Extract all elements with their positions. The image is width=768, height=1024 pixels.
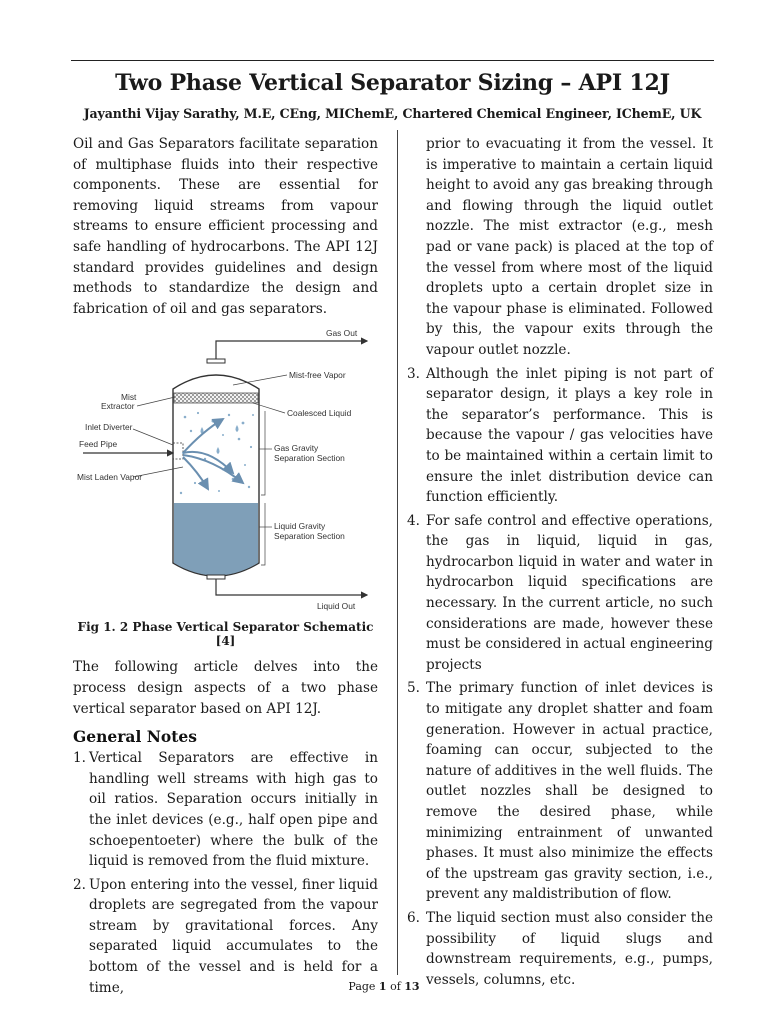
label-inlet-diverter: Inlet Diverter bbox=[85, 422, 133, 433]
label-feed-pipe: Feed Pipe bbox=[79, 439, 118, 450]
list-item bbox=[407, 364, 713, 508]
notes-list-right bbox=[407, 364, 713, 991]
mist-extractor bbox=[174, 393, 258, 403]
footer-prefix: Page bbox=[348, 980, 379, 993]
left-column bbox=[73, 134, 378, 1001]
footer-total-pages: 13 bbox=[404, 980, 420, 993]
label-extractor: Extractor bbox=[101, 401, 135, 412]
top-rule bbox=[71, 60, 714, 61]
list-text: The primary function of inlet devices is to mitigate any droplet shatter and foam generation. However in actual practice, foaming can occur, subjected to the nature of additives in the well fluids. The outlet nozzles shall be designed to remove the desired phase, while minimizing entrainment of unwanted phases. It must also minimize the effects of the upstream gas gravity section, i.e., prevent any maldistribution of flow. bbox=[426, 680, 713, 903]
continuation-paragraph: prior to evacuating it from the vessel. It is imperative to maintain a certain liquid height to avoid any gas breaking through and flowing through the liquid outlet nozzle. The mist extractor (e.g., mesh pad or vane pack) is placed at the top of the vessel from where most of the liquid droplets upto a certain droplet size in the vapour phase is eliminated. Followed by this, the vapour exits through the vapour outlet nozzle. bbox=[426, 136, 713, 358]
label-gas-gravity-2: Separation Section bbox=[274, 453, 345, 464]
notes-list-left bbox=[73, 748, 378, 998]
author-line: Jayanthi Vijay Sarathy, M.E, CEng, MIChemE, Chartered Chemical Engineer, IChemE, UK bbox=[83, 106, 702, 121]
gas-out-pipe bbox=[216, 341, 367, 363]
footer-current-page: 1 bbox=[378, 980, 387, 993]
list-number: 1. bbox=[73, 750, 86, 767]
separator-schematic bbox=[73, 327, 378, 615]
label-liquid-gravity-1: Liquid Gravity bbox=[274, 521, 326, 532]
liquid-out-pipe bbox=[216, 579, 367, 595]
list-number: 5. bbox=[407, 680, 420, 697]
page-footer bbox=[0, 980, 768, 993]
list-item bbox=[407, 908, 713, 990]
list-text: Although the inlet piping is not part of separator design, it plays a key role in the separator’s performance. This is because the vapour / gas velocities have to be maintained within a certain limit to ensure the inlet distribution device can function efficiently. bbox=[426, 365, 713, 506]
list-item bbox=[407, 678, 713, 905]
list-number: 6. bbox=[407, 909, 420, 926]
label-mist-laden-vapor: Mist Laden Vapor bbox=[77, 472, 143, 483]
list-text: Vertical Separators are effective in handling well streams with high gas to oil ratios. Separation occurs initially in the inlet devices (e.g., half open pipe and schoepentoeter) where the bulk of the liquid is removed from the fluid mixture. bbox=[89, 750, 378, 870]
footer-mid: of bbox=[386, 980, 405, 993]
intro-paragraph: Oil and Gas Separators facilitate separation of multiphase fluids into their respective components. These are essential for removing liquid streams from vapour streams to ensure efficient processing and safe handling of hydrocarbons. The API 12J standard provides guidelines and design methods to standardize the design and fabrication of oil and gas separators. bbox=[73, 136, 378, 317]
label-liquid-out: Liquid Out bbox=[317, 601, 356, 612]
label-gas-out: Gas Out bbox=[326, 328, 358, 339]
column-divider bbox=[397, 130, 398, 975]
page-title: Two Phase Vertical Separator Sizing – API 12J bbox=[115, 70, 670, 96]
list-item bbox=[407, 511, 713, 676]
list-number: 2. bbox=[73, 876, 86, 893]
list-item bbox=[73, 748, 378, 872]
liquid-level bbox=[174, 503, 258, 576]
separator-figure bbox=[73, 327, 378, 615]
label-mist-free-vapor: Mist-free Vapor bbox=[289, 370, 346, 381]
label-gas-gravity-1: Gas Gravity bbox=[274, 443, 319, 454]
right-column bbox=[407, 134, 713, 993]
figure-caption: Fig 1. 2 Phase Vertical Separator Schematic [4] bbox=[77, 620, 374, 649]
list-text: The liquid section must also consider the possibility of liquid slugs and downstream requirements, e.g., pumps, vessels, columns, etc. bbox=[426, 909, 713, 988]
after-figure-paragraph: The following article delves into the process design aspects of a two phase vertical separator based on API 12J. bbox=[73, 659, 378, 717]
list-text: Upon entering into the vessel, finer liquid droplets are segregated from the vapour stream by gravitational forces. Any separated liquid accumulates to the bottom of the vessel and is held for a time, bbox=[89, 876, 378, 996]
list-text: For safe control and effective operations, the gas in liquid, liquid in gas, hydrocarbon liquid in water and water in hydrocarbon liquid specifications are necessary. In the current article, no such considerations are made, however these must be considered in actual engineering projects bbox=[426, 512, 713, 673]
general-notes-heading: General Notes bbox=[73, 727, 197, 747]
label-liquid-gravity-2: Separation Section bbox=[274, 531, 345, 542]
label-mist: Mist bbox=[121, 392, 137, 403]
label-coalesced-liquid: Coalesced Liquid bbox=[287, 408, 352, 419]
list-number: 3. bbox=[407, 365, 420, 382]
list-number: 4. bbox=[407, 512, 420, 529]
